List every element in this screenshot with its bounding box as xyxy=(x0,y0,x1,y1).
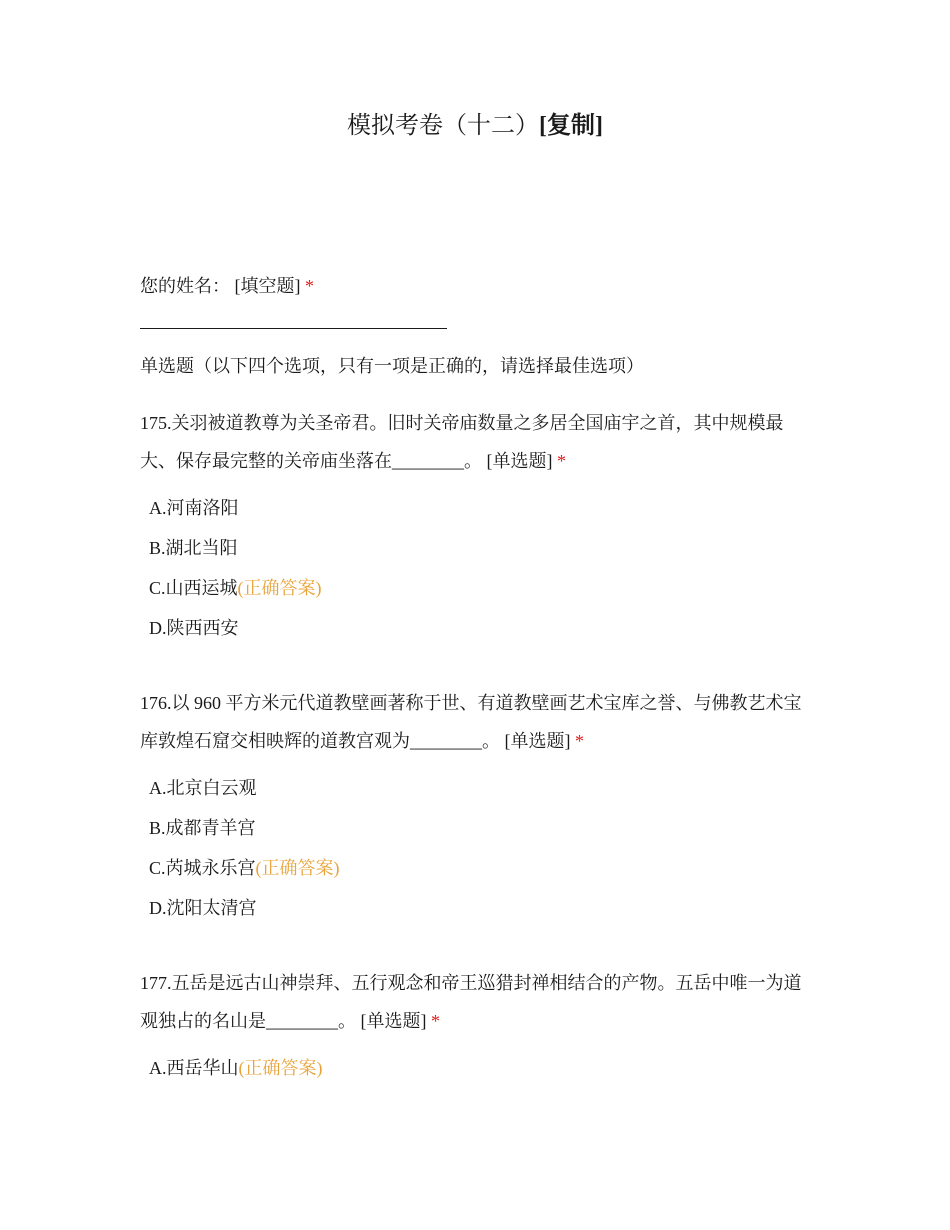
correct-answer-tag: (正确答案) xyxy=(238,1058,323,1078)
section-heading: 单选题（以下四个选项，只有一项是正确的，请选择最佳选项） xyxy=(140,356,644,376)
option-175-b[interactable] xyxy=(149,534,238,562)
page-title xyxy=(0,108,950,144)
option-label: C.芮城永乐宫 xyxy=(149,858,256,878)
option-label: C.山西运城 xyxy=(149,578,238,598)
question-type-tag: [单选题] xyxy=(486,451,553,471)
option-label: A.西岳华山 xyxy=(149,1058,239,1078)
option-176-c[interactable] xyxy=(149,854,340,882)
name-question-type-tag: [填空题] xyxy=(234,276,301,296)
title-copy-tag: [复制] xyxy=(539,113,603,139)
question-text: 176.以 960 平方米元代道教壁画著称于世、有道教壁画艺术宝库之誉、与佛教艺术宝库敦煌石窟交相映辉的道教宫观为________。 xyxy=(140,693,802,751)
option-176-d[interactable] xyxy=(149,894,257,922)
name-question-text: 您的姓名： xyxy=(140,276,230,296)
option-175-c[interactable] xyxy=(149,574,322,602)
option-label: B.成都青羊宫 xyxy=(149,818,256,838)
option-177-a[interactable] xyxy=(149,1054,323,1082)
name-input-line[interactable] xyxy=(140,328,447,329)
required-mark: * xyxy=(575,731,584,751)
question-177 xyxy=(140,964,810,1040)
option-176-a[interactable] xyxy=(149,774,257,802)
question-type-tag: [单选题] xyxy=(360,1011,427,1031)
option-label: A.河南洛阳 xyxy=(149,498,239,518)
option-label: A.北京白云观 xyxy=(149,778,257,798)
required-mark: * xyxy=(305,276,314,296)
option-label: B.湖北当阳 xyxy=(149,538,238,558)
option-175-a[interactable] xyxy=(149,494,239,522)
question-type-tag: [单选题] xyxy=(504,731,571,751)
question-text: 177.五岳是远古山神崇拜、五行观念和帝王巡猎封禅相结合的产物。五岳中唯一为道观独占的名山是________。 xyxy=(140,973,802,1031)
correct-answer-tag: (正确答案) xyxy=(237,578,322,598)
question-176 xyxy=(140,684,810,760)
title-main: 模拟考卷（十二） xyxy=(347,113,539,139)
question-text: 175.关羽被道教尊为关圣帝君。旧时关帝庙数量之多居全国庙宇之首，其中规模最大、保存最完整的关帝庙坐落在________。 xyxy=(140,413,784,471)
correct-answer-tag: (正确答案) xyxy=(255,858,340,878)
option-label: D.陕西西安 xyxy=(149,618,239,638)
option-176-b[interactable] xyxy=(149,814,256,842)
name-question-label xyxy=(140,272,314,300)
required-mark: * xyxy=(431,1011,440,1031)
question-175 xyxy=(140,404,810,480)
option-label: D.沈阳太清宫 xyxy=(149,898,257,918)
required-mark: * xyxy=(557,451,566,471)
option-175-d[interactable] xyxy=(149,614,239,642)
